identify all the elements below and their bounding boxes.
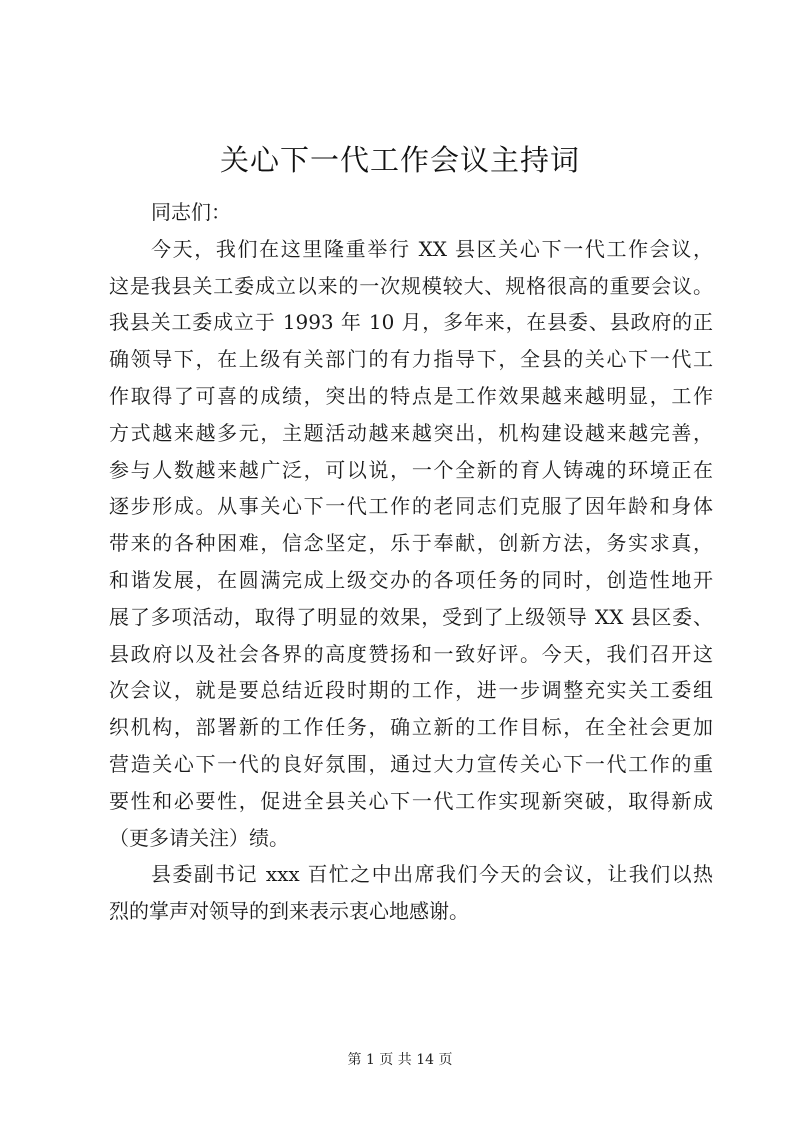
paragraph-line: 要性和必要性，促进全县关心下一代工作实现新突破，取得新成 <box>109 788 713 813</box>
document-body <box>109 194 713 930</box>
paragraph-2 <box>109 856 713 930</box>
paragraph-line: 次会议，就是要总结近段时期的工作，进一步调整充实关工委组 <box>109 678 713 703</box>
paragraph-line: 带来的各种困难，信念坚定，乐于奉献，创新方法，务实求真， <box>109 531 713 556</box>
paragraph-line: 营造关心下一代的良好氛围，通过大力宣传关心下一代工作的重 <box>109 751 713 776</box>
paragraph-line: 作取得了可喜的成绩，突出的特点是工作效果越来越明显，工作 <box>109 383 713 408</box>
paragraph-line: 和谐发展，在圆满完成上级交办的各项任务的同时，创造性地开 <box>109 567 713 592</box>
salutation: 同志们： <box>151 200 231 224</box>
page-number-footer: 第 1 页 共 14 页 <box>347 1052 453 1068</box>
paragraph-line: 确领导下，在上级有关部门的有力指导下，全县的关心下一代工 <box>109 347 713 372</box>
paragraph-line: 展了多项活动，取得了明显的效果，受到了上级领导 XX 县区委、 <box>109 604 713 629</box>
paragraph-line: 参与人数越来越广泛，可以说，一个全新的育人铸魂的环境正在 <box>109 457 713 482</box>
paragraph-line: （更多请关注）绩。 <box>109 825 289 850</box>
paragraph-line: 县政府以及社会各界的高度赞扬和一致好评。今天，我们召开这 <box>109 641 713 666</box>
paragraph-line: 方式越来越多元，主题活动越来越突出，机构建设越来越完善， <box>109 420 713 445</box>
document-title: 关心下一代工作会议主持词 <box>219 143 580 177</box>
paragraph-line: 这是我县关工委成立以来的一次规模较大、规格很高的重要会议。 <box>109 273 713 298</box>
paragraph-1 <box>109 231 713 857</box>
paragraph-line: 我县关工委成立于 1993 年 10 月，多年来，在县委、县政府的正 <box>109 310 713 335</box>
paragraph-line: 县委副书记 xxx 百忙之中出席我们今天的会议，让我们以热 <box>151 862 713 887</box>
paragraph-line: 织机构，部署新的工作任务，确立新的工作目标，在全社会更加 <box>109 715 713 740</box>
paragraph-line: 烈的掌声对领导的到来表示衷心地感谢。 <box>109 899 469 924</box>
paragraph-line: 今天，我们在这里隆重举行 XX 县区关心下一代工作会议， <box>151 236 713 261</box>
paragraph-line: 逐步形成。从事关心下一代工作的老同志们克服了因年龄和身体 <box>109 494 713 519</box>
